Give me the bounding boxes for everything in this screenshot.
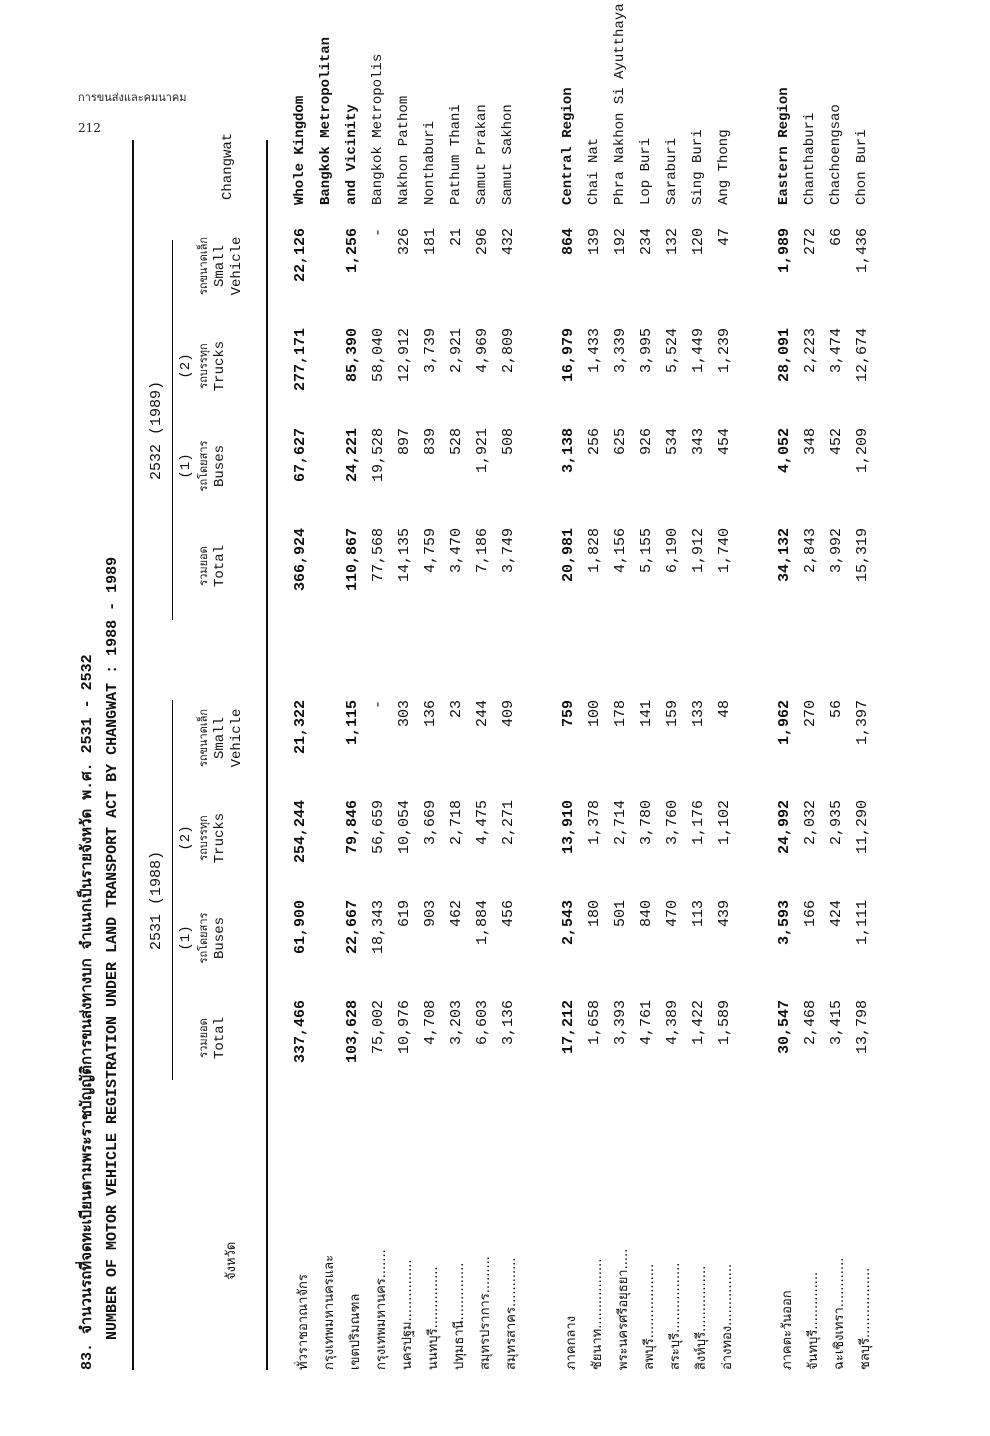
- table-cell: 10,976: [396, 1000, 413, 1055]
- table-row: [318, 36, 344, 1370]
- table-cell: 133: [690, 700, 707, 728]
- row-label-english: Nakhon Pathom: [396, 95, 412, 205]
- table-cell: 409: [500, 700, 517, 728]
- table-cell: 839: [422, 428, 439, 456]
- table-cell: 21,322: [292, 700, 309, 755]
- table-cell: 22,667: [344, 900, 361, 955]
- table-cell: 13,910: [560, 800, 577, 855]
- column-label-english-2: [229, 808, 246, 868]
- column-label-thai: รถบรรทุก: [197, 343, 210, 389]
- column-label-thai: รวมยอด: [197, 546, 210, 586]
- row-label-english: Eastern Region: [776, 87, 792, 205]
- row-label-english: Bangkok Metropolitan: [318, 36, 334, 205]
- table-cell: 10,054: [396, 800, 413, 855]
- table-cell: 47: [716, 228, 733, 247]
- table-cell: 4,052: [776, 428, 793, 474]
- table-cell: 2,543: [560, 900, 577, 946]
- row-label-thai: ปทุมธานี..............: [452, 1262, 467, 1370]
- table-cell: 192: [612, 228, 629, 256]
- table-row: [716, 129, 742, 1370]
- year-rule: [172, 240, 173, 620]
- year-rule: [172, 700, 173, 1080]
- table-cell: 141: [638, 700, 655, 728]
- table-cell: 439: [716, 900, 733, 928]
- row-label-english: Sing Buri: [690, 129, 706, 205]
- table-cell: 1,176: [690, 800, 707, 846]
- column-number: [178, 236, 195, 296]
- row-label-english: Pathum Thani: [448, 104, 464, 205]
- table-cell: 4,389: [664, 1000, 681, 1046]
- table-row: [586, 137, 612, 1370]
- row-label-thai: ทั่วราชอาณาจักร: [296, 1274, 311, 1370]
- table-title-english: NUMBER OF MOTOR VEHICLE REGISTRATION UNDER LAND TRANSPORT ACT BY CHANGWAT : 1988 - 1989: [104, 556, 121, 1340]
- column-header-cell: [178, 1008, 246, 1068]
- table-cell: 625: [612, 428, 629, 456]
- row-label-english: and Vicinity: [344, 104, 360, 205]
- table-cell: 1,102: [716, 800, 733, 846]
- table-cell: 2,921: [448, 328, 465, 374]
- table-cell: 2,468: [802, 1000, 819, 1046]
- column-label-thai: รถขนาดเล็ก: [197, 236, 210, 296]
- column-number: [178, 536, 195, 596]
- table-row: [776, 87, 802, 1370]
- table-cell: 22,126: [292, 228, 309, 283]
- table-cell: 1,378: [586, 800, 603, 846]
- year-header: 2532 (1989): [148, 380, 165, 480]
- table-row: [292, 95, 318, 1370]
- column-label-english: Buses: [212, 917, 228, 960]
- table-cell: 139: [586, 228, 603, 256]
- table-cell: 1,115: [344, 700, 361, 746]
- table-cell: 136: [422, 700, 439, 728]
- table-cell: 3,415: [828, 1000, 845, 1046]
- row-label-english: Central Region: [560, 87, 576, 205]
- table-cell: 1,111: [854, 900, 871, 946]
- column-header-cell: [178, 536, 246, 596]
- table-cell: 5,155: [638, 528, 655, 574]
- column-header-cell: [178, 708, 246, 768]
- row-label-thai: กรุงเทพมหานครและ: [322, 1254, 337, 1370]
- table-cell: 100: [586, 700, 603, 728]
- column-header-cell: [178, 908, 246, 968]
- table-cell: 11,290: [854, 800, 871, 855]
- row-label-english: Nonthaburi: [422, 120, 438, 205]
- row-label-thai: ฉะเชิงเทรา............: [832, 1257, 847, 1370]
- column-label-english: Small: [212, 717, 228, 760]
- table-cell: 456: [500, 900, 517, 928]
- table-cell: 178: [612, 700, 629, 728]
- table-cell: 103,628: [344, 1000, 361, 1064]
- table-row: [828, 104, 854, 1370]
- table-cell: 3,749: [500, 528, 517, 574]
- row-label-thai: สมุทรสาคร............: [504, 1257, 519, 1370]
- table-cell: 132: [664, 228, 681, 256]
- column-header-cell: [178, 336, 246, 396]
- table-cell: 254,244: [292, 800, 309, 864]
- row-label-thai: อ่างทอง...............: [720, 1263, 735, 1370]
- column-label-english: Trucks: [212, 812, 228, 864]
- table-cell: 326: [396, 228, 413, 256]
- column-label-thai: รวมยอด: [197, 1018, 210, 1058]
- column-header-cell: [178, 236, 246, 296]
- row-label-english: Chanthaburi: [802, 112, 818, 205]
- table-cell: 30,547: [776, 1000, 793, 1055]
- row-label-thai: จันทบุรี..............: [806, 1271, 821, 1370]
- table-cell: 3,995: [638, 328, 655, 374]
- row-label-thai: ภาคตะวันออก: [780, 1290, 795, 1370]
- table-cell: 159: [664, 700, 681, 728]
- table-cell: 12,674: [854, 328, 871, 383]
- table-cell: 17,212: [560, 1000, 577, 1055]
- table-cell: 18,343: [370, 900, 387, 955]
- row-label-english: Whole Kingdom: [292, 95, 308, 205]
- row-label-english: Phra Nakhon Si Ayutthaya: [612, 3, 628, 205]
- table-cell: 19,528: [370, 428, 387, 483]
- row-label-english: Saraburi: [664, 137, 680, 205]
- table-cell: 5,524: [664, 328, 681, 374]
- table-cell: 13,798: [854, 1000, 871, 1055]
- table-cell: 85,390: [344, 328, 361, 383]
- table-cell: 7,186: [474, 528, 491, 574]
- table-cell: -: [370, 228, 387, 238]
- column-label-english: Total: [212, 1017, 228, 1060]
- row-label-thai: สระบุรี.................: [668, 1262, 683, 1370]
- table-cell: 840: [638, 900, 655, 928]
- column-label-english: Trucks: [212, 340, 228, 392]
- table-cell: 534: [664, 428, 681, 456]
- running-head: การขนส่งและคมนาคม: [78, 91, 187, 104]
- table-cell: 348: [802, 428, 819, 456]
- table-cell: 1,449: [690, 328, 707, 374]
- table-cell: 6,603: [474, 1000, 491, 1046]
- table-cell: 1,422: [690, 1000, 707, 1046]
- year-header: 2531 (1988): [148, 850, 165, 950]
- table-cell: 2,714: [612, 800, 629, 846]
- table-cell: 58,040: [370, 328, 387, 383]
- column-label-english: Buses: [212, 445, 228, 488]
- table-row: [448, 104, 474, 1370]
- row-label-thai: ชลบุรี.................: [858, 1267, 873, 1370]
- row-label-thai: ลพบุรี..................: [642, 1263, 657, 1370]
- table-cell: 1,209: [854, 428, 871, 474]
- column-label-english-2: Vehicle: [229, 236, 245, 296]
- table-cell: 21: [448, 228, 465, 247]
- table-cell: 1,989: [776, 228, 793, 274]
- column-label-english-2: [229, 908, 246, 968]
- table-cell: 3,992: [828, 528, 845, 574]
- table-cell: 3,339: [612, 328, 629, 374]
- table-cell: 3,780: [638, 800, 655, 846]
- column-label-english: Total: [212, 545, 228, 588]
- table-cell: 508: [500, 428, 517, 456]
- table-cell: 1,436: [854, 228, 871, 274]
- table-cell: 67,627: [292, 428, 309, 483]
- table-cell: 234: [638, 228, 655, 256]
- table-cell: 3,739: [422, 328, 439, 374]
- table-cell: 4,475: [474, 800, 491, 846]
- table-cell: 48: [716, 700, 733, 719]
- table-row: [370, 53, 396, 1370]
- table-cell: 619: [396, 900, 413, 928]
- row-label-english: Bangkok Metropolis: [370, 53, 386, 205]
- row-label-english: Chachoengsao: [828, 104, 844, 205]
- top-rule: [132, 140, 134, 1370]
- table-cell: 337,466: [292, 1000, 309, 1064]
- table-cell: 20,981: [560, 528, 577, 583]
- row-label-thai: สมุทรปราการ.........: [478, 1256, 493, 1370]
- table-cell: 3,393: [612, 1000, 629, 1046]
- table-cell: 4,708: [422, 1000, 439, 1046]
- column-label-english-2: [229, 436, 246, 496]
- column-header-cell: [178, 436, 246, 496]
- row-label-thai: กรุงเทพมหานคร.......: [374, 1249, 389, 1370]
- table-cell: 66: [828, 228, 845, 247]
- column-number: (2): [178, 825, 194, 851]
- table-cell: 424: [828, 900, 845, 928]
- table-row: [422, 120, 448, 1370]
- page-number: 212: [78, 121, 101, 135]
- table-cell: 181: [422, 228, 439, 256]
- table-cell: 366,924: [292, 528, 309, 592]
- table-cell: 454: [716, 428, 733, 456]
- table-row: [474, 104, 500, 1370]
- stub-header-thai: จังหวัด: [224, 1241, 239, 1280]
- table-cell: 23: [448, 700, 465, 719]
- table-cell: 1,397: [854, 700, 871, 746]
- row-label-english: Ang Thong: [716, 129, 732, 205]
- column-label-thai: รถโดยสาร: [197, 912, 210, 964]
- column-number: (1): [178, 925, 194, 951]
- table-cell: 14,135: [396, 528, 413, 583]
- column-label-thai: รถโดยสาร: [197, 440, 210, 492]
- table-cell: 926: [638, 428, 655, 456]
- column-label-thai: รถขนาดเล็ก: [197, 708, 210, 768]
- table-cell: 34,132: [776, 528, 793, 583]
- table-cell: 1,884: [474, 900, 491, 946]
- table-cell: 166: [802, 900, 819, 928]
- table-cell: 2,718: [448, 800, 465, 846]
- table-cell: 432: [500, 228, 517, 256]
- table-cell: 528: [448, 428, 465, 456]
- stub-header-english: Changwat: [220, 132, 236, 200]
- table-cell: 470: [664, 900, 681, 928]
- table-row: [344, 104, 370, 1370]
- table-cell: 113: [690, 900, 707, 928]
- column-label-english: Small: [212, 245, 228, 288]
- table-cell: 75,002: [370, 1000, 387, 1055]
- table-cell: 3,138: [560, 428, 577, 474]
- table-cell: 1,589: [716, 1000, 733, 1046]
- table-cell: 56: [828, 700, 845, 719]
- table-cell: 3,203: [448, 1000, 465, 1046]
- table-cell: 1,912: [690, 528, 707, 574]
- table-cell: 2,809: [500, 328, 517, 374]
- header-rule: [266, 140, 268, 1370]
- table-row: [690, 129, 716, 1370]
- table-cell: 2,935: [828, 800, 845, 846]
- table-cell: 1,239: [716, 328, 733, 374]
- table-row: [802, 112, 828, 1370]
- table-cell: 77,568: [370, 528, 387, 583]
- table-cell: 110,867: [344, 528, 361, 592]
- table-cell: 903: [422, 900, 439, 928]
- table-cell: 6,190: [664, 528, 681, 574]
- row-label-english: Lop Buri: [638, 137, 654, 205]
- table-cell: 2,032: [802, 800, 819, 846]
- column-label-english-2: [229, 536, 246, 596]
- column-header-cell: [178, 808, 246, 868]
- table-cell: 28,091: [776, 328, 793, 383]
- table-cell: 2,223: [802, 328, 819, 374]
- table-cell: 256: [586, 428, 603, 456]
- table-cell: 1,256: [344, 228, 361, 274]
- table-cell: 501: [612, 900, 629, 928]
- table-cell: 1,828: [586, 528, 603, 574]
- table-cell: 3,136: [500, 1000, 517, 1046]
- row-label-thai: นครปฐม...............: [400, 1259, 415, 1370]
- table-cell: 244: [474, 700, 491, 728]
- table-cell: 864: [560, 228, 577, 256]
- table-cell: 120: [690, 228, 707, 256]
- table-cell: 3,593: [776, 900, 793, 946]
- table-row: [612, 3, 638, 1370]
- row-label-thai: สิงห์บุรี................: [694, 1265, 709, 1370]
- table-cell: 24,992: [776, 800, 793, 855]
- table-cell: 1,740: [716, 528, 733, 574]
- table-cell: 462: [448, 900, 465, 928]
- table-cell: 4,761: [638, 1000, 655, 1046]
- column-number: (2): [178, 353, 194, 379]
- table-row: [854, 129, 880, 1370]
- table-cell: 1,658: [586, 1000, 603, 1046]
- table-cell: 1,962: [776, 700, 793, 746]
- table-cell: 180: [586, 900, 603, 928]
- row-label-thai: พระนครศรีอยุธยา.....: [616, 1248, 631, 1370]
- column-number: (1): [178, 453, 194, 479]
- table-title-thai: 83. จำนวนรถที่จดทะเบียนตามพระราชบัญญัติการขนส่งทางบก จำแนกเป็นรายจังหวัด พ.ศ. 2531 - 2532: [79, 654, 96, 1370]
- table-cell: 1,921: [474, 428, 491, 474]
- row-label-thai: นนทบุรี...............: [426, 1266, 441, 1370]
- table-cell: 24,221: [344, 428, 361, 483]
- table-row: [500, 104, 526, 1370]
- table-cell: 3,669: [422, 800, 439, 846]
- column-label-thai: รถบรรทุก: [197, 815, 210, 861]
- table-cell: 270: [802, 700, 819, 728]
- table-cell: 272: [802, 228, 819, 256]
- table-cell: 2,271: [500, 800, 517, 846]
- table-cell: 897: [396, 428, 413, 456]
- table-cell: 12,912: [396, 328, 413, 383]
- table-cell: 3,474: [828, 328, 845, 374]
- row-label-thai: ชัยนาท.................: [590, 1258, 605, 1370]
- table-cell: 4,969: [474, 328, 491, 374]
- column-label-english-2: [229, 1008, 246, 1068]
- table-cell: 2,843: [802, 528, 819, 574]
- table-cell: -: [370, 700, 387, 710]
- table-cell: 3,760: [664, 800, 681, 846]
- table-cell: 1,433: [586, 328, 603, 374]
- column-number: [178, 708, 195, 768]
- table-cell: 3,470: [448, 528, 465, 574]
- row-label-english: Samut Sakhon: [500, 104, 516, 205]
- table-cell: 56,659: [370, 800, 387, 855]
- column-label-english-2: [229, 336, 246, 396]
- table-cell: 759: [560, 700, 577, 728]
- row-label-english: Samut Prakan: [474, 104, 490, 205]
- table-cell: 61,900: [292, 900, 309, 955]
- table-cell: 343: [690, 428, 707, 456]
- table-cell: 452: [828, 428, 845, 456]
- table-row: [664, 137, 690, 1370]
- table-cell: 79,846: [344, 800, 361, 855]
- table-cell: 296: [474, 228, 491, 256]
- table-row: [560, 87, 586, 1370]
- row-label-thai: เขตปริมณฑล: [348, 1293, 363, 1370]
- row-label-thai: ภาคกลาง: [564, 1315, 579, 1370]
- table-cell: 4,759: [422, 528, 439, 574]
- row-label-english: Chon Buri: [854, 129, 870, 205]
- table-row: [396, 95, 422, 1370]
- column-label-english-2: Vehicle: [229, 708, 245, 768]
- row-label-english: Chai Nat: [586, 137, 602, 205]
- table-cell: 4,156: [612, 528, 629, 574]
- table-cell: 16,979: [560, 328, 577, 383]
- table-cell: 15,319: [854, 528, 871, 583]
- column-number: [178, 1008, 195, 1068]
- table-cell: 277,171: [292, 328, 309, 392]
- table-row: [638, 137, 664, 1370]
- table-cell: 303: [396, 700, 413, 728]
